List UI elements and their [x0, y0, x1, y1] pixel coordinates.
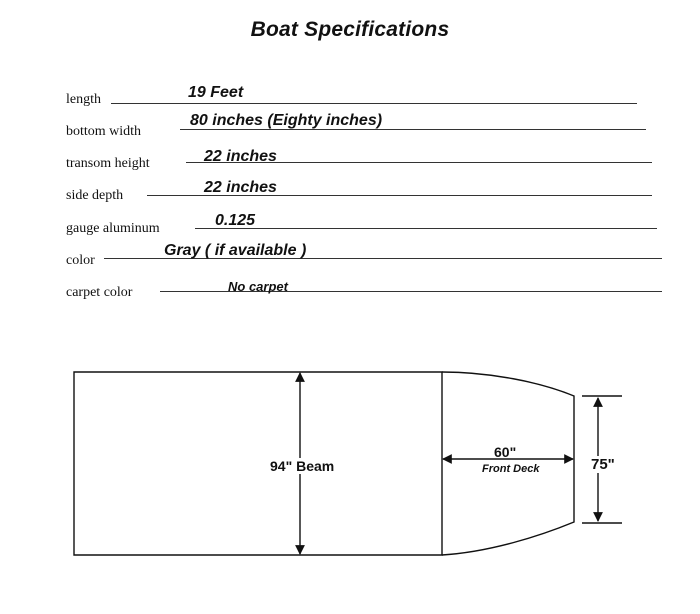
bow-width-label: 75" [591, 456, 615, 473]
spec-label: gauge aluminum [66, 221, 160, 236]
deck-length-label: 60" [494, 444, 517, 460]
spec-label: side depth [66, 188, 124, 203]
deck-caption: Front Deck [482, 463, 540, 475]
spec-value: 22 inches [204, 148, 277, 165]
page-title: Boat Specifications [250, 18, 450, 41]
spec-label: length [66, 92, 101, 107]
hull-body [74, 372, 442, 555]
spec-value: No carpet [228, 279, 288, 294]
spec-value: 22 inches [204, 179, 277, 196]
spec-label: transom height [66, 156, 150, 171]
spec-value: 0.125 [215, 212, 256, 229]
spec-label: bottom width [66, 124, 142, 139]
spec-value: Gray ( if available ) [164, 242, 307, 259]
spec-value: 80 inches (Eighty inches) [190, 112, 383, 129]
beam-label: 94" Beam [270, 458, 335, 474]
spec-label: color [66, 253, 95, 268]
spec-value: 19 Feet [188, 84, 244, 101]
spec-label: carpet color [66, 285, 133, 300]
